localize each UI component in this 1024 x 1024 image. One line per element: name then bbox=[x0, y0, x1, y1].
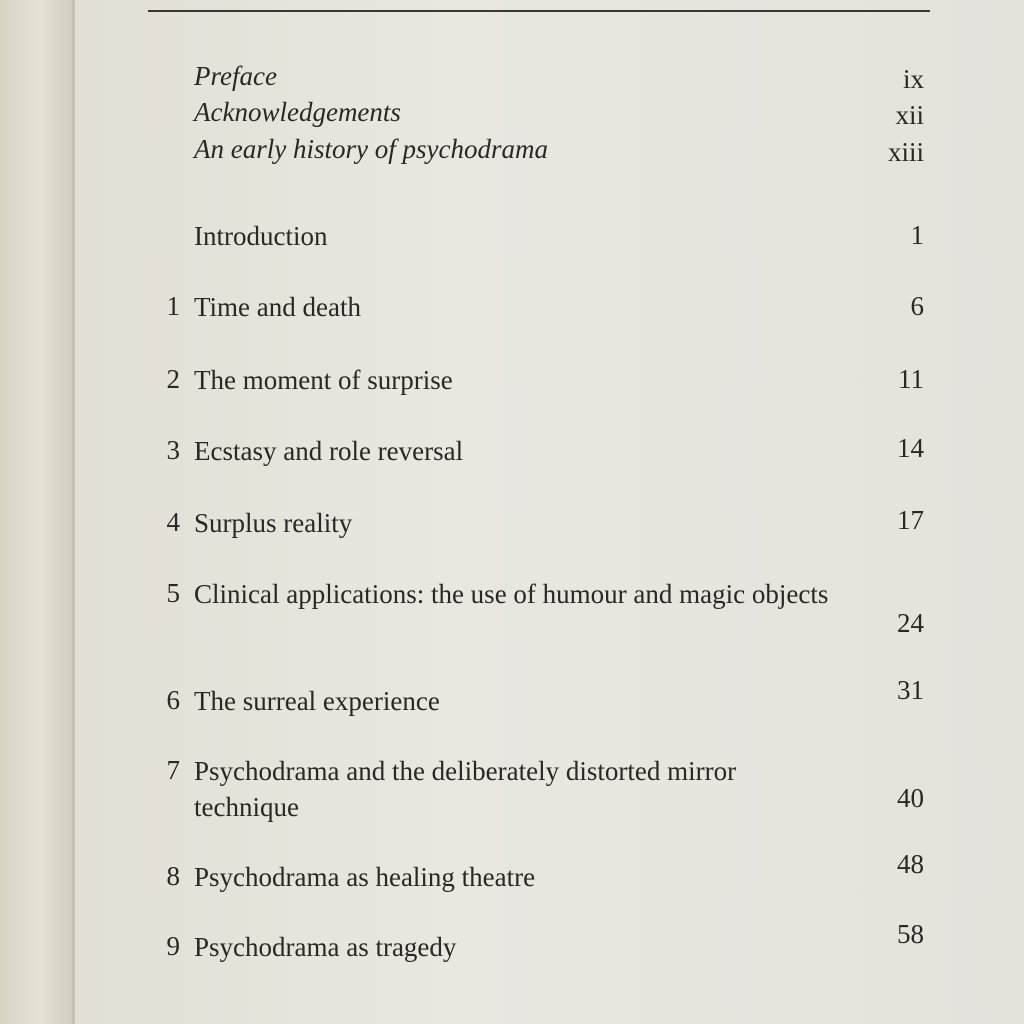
toc-entry-page: 40 bbox=[897, 783, 924, 813]
chapter-number: 7 bbox=[166, 755, 180, 785]
toc-entry-page: ix bbox=[902, 64, 924, 94]
toc-entry-title: Introduction bbox=[194, 221, 328, 251]
toc-entry-page: xii bbox=[895, 100, 924, 130]
toc-entry-title: Acknowledgements bbox=[194, 97, 401, 127]
toc-entry-page: 58 bbox=[897, 919, 924, 949]
toc-entry-page: 48 bbox=[897, 849, 924, 879]
chapter-number: 8 bbox=[166, 861, 180, 891]
chapter-number: 2 bbox=[166, 364, 180, 394]
toc-entry-page: xiii bbox=[887, 137, 924, 167]
toc-entry-title: Psychodrama and the deliberately distorted mirror technique bbox=[194, 756, 737, 822]
chapter-number: 5 bbox=[166, 578, 180, 608]
toc-entry-page: 31 bbox=[897, 675, 924, 705]
chapter-number: 4 bbox=[166, 507, 180, 537]
toc-entry-page: 1 bbox=[910, 220, 924, 250]
toc-entry-title: The moment of surprise bbox=[194, 365, 453, 395]
toc-entry-title: Preface bbox=[194, 61, 277, 91]
toc-entry-title: Clinical applications: the use of humour and magic objects bbox=[194, 579, 829, 609]
toc-entry-title: Psychodrama as healing theatre bbox=[194, 862, 536, 892]
chapter-number: 3 bbox=[166, 435, 180, 465]
toc-entry-title: Psychodrama as tragedy bbox=[194, 932, 457, 962]
toc-entry-page: 14 bbox=[897, 433, 924, 463]
toc-entry-title: Time and death bbox=[194, 292, 361, 322]
toc-entry-title: The surreal experience bbox=[194, 686, 440, 716]
chapter-number: 6 bbox=[166, 685, 180, 715]
toc-entry-page: 6 bbox=[910, 291, 924, 321]
chapter-number: 1 bbox=[166, 291, 180, 321]
toc-entry-page: 11 bbox=[898, 364, 924, 394]
toc-entry-title: Ecstasy and role reversal bbox=[194, 436, 464, 466]
toc-entry-page: 24 bbox=[897, 608, 924, 638]
toc-entry-page: 17 bbox=[897, 505, 924, 535]
toc-entry-title: An early history of psychodrama bbox=[194, 134, 548, 164]
chapter-number: 9 bbox=[166, 931, 180, 961]
toc-entry-title: Surplus reality bbox=[194, 508, 353, 538]
